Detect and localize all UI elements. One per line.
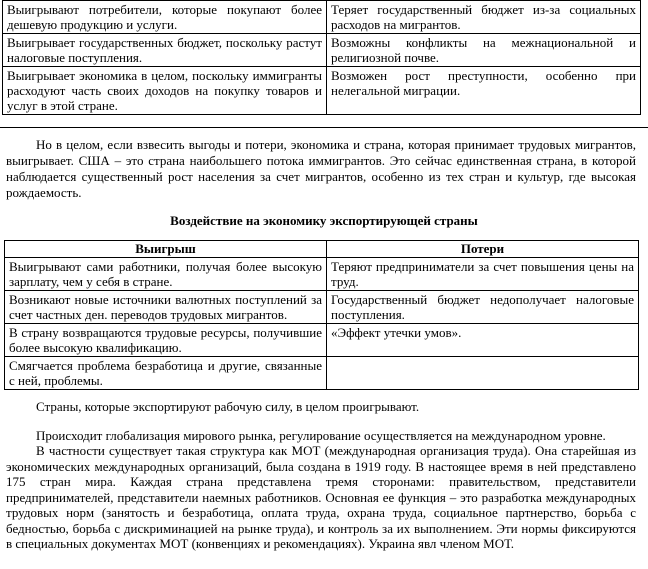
table-cell-gain: Выигрывает экономика в целом, поскольку иммигранты расходуют часть своих доходов на покупку товаров и услуг в этой стране. — [3, 67, 327, 115]
table-cell-gain: Выигрывает государственных бюджет, поскольку растут налоговые поступления. — [3, 34, 327, 67]
table-cell-gain: Смягчается проблема безработица и другие, связанные с ней, проблемы. — [5, 357, 327, 390]
table-cell-gain: Выигрывают сами работники, получая более высокую зарплату, чем у себя в стране. — [5, 258, 327, 291]
export-effects-table — [4, 240, 639, 390]
immigration-effects-table — [2, 0, 641, 115]
table-row — [5, 324, 639, 357]
table-cell-loss: Теряют предприниматели за счет повышения цены на труд. — [327, 258, 639, 291]
body-paragraph: Но в целом, если взвесить выгоды и потери, экономика и страна, которая принимает трудовых мигрантов, выигрывает. США – это страна наибольшего потока иммигрантов. Это сейчас единственная страна, в которой наблюдается существенный рост населения за счет мигрантов, особенно из тех стран и культур, где высокая рождаемость. — [6, 137, 636, 200]
table-cell-loss: Возможен рост преступности, особенно при нелегальной миграции. — [327, 67, 641, 115]
table-cell-gain: Возникают новые источники валютных поступлений за счет частных ден. переводов трудовых мигрантов. — [5, 291, 327, 324]
table-row — [3, 67, 641, 115]
page-break-divider — [0, 127, 648, 128]
table-row — [5, 258, 639, 291]
table-cell-loss: «Эффект утечки умов». — [327, 324, 639, 357]
table-cell-gain: В страну возвращаются трудовые ресурсы, получившие более высокую квалификацию. — [5, 324, 327, 357]
table-cell-loss — [327, 357, 639, 390]
table-row — [5, 291, 639, 324]
table-cell-loss: Возможны конфликты на межнациональной и религиозной почве. — [327, 34, 641, 67]
table-cell-loss: Теряет государственный бюджет из-за социальных расходов на мигрантов. — [327, 1, 641, 34]
table-header-row — [5, 241, 639, 258]
header-loss: Потери — [327, 241, 639, 258]
header-gain: Выигрыш — [5, 241, 327, 258]
table-cell-gain: Выигрывают потребители, которые покупают более дешевую продукцию и услуги. — [3, 1, 327, 34]
table-cell-loss: Государственный бюджет недополучает налоговые поступления. — [327, 291, 639, 324]
body-paragraph: В частности существует такая структура как МОТ (международная организация труда). Она старейшая из экономических международных организаций, была создана в 1919 году. В настоящее время в ней представлено 175 стран мира. Каждая страна представлена тремя сторонами: правительством, представители предпринимателей, представители наемных работников. Основная ее функция – это разработка международных трудовых норм (занятость и безработица, оплата труда, охрана труда, социальное партнерство, борьба с бедностью, борьба с дискриминацией на рынке труда), и контроль за их выполнением. Эти нормы фиксируются в специальных документах МОТ (конвенциях и рекомендациях). Украина явл членом МОТ. — [6, 443, 636, 551]
table-row — [3, 34, 641, 67]
table-row — [5, 357, 639, 390]
body-paragraph: Страны, которые экспортируют рабочую силу, в целом проигрывают. — [36, 399, 420, 414]
section-heading: Воздействие на экономику экспортирующей страны — [170, 213, 478, 228]
body-paragraph: Происходит глобализация мирового рынка, регулирование осуществляется на международном уровне. — [36, 428, 606, 443]
table-row — [3, 1, 641, 34]
